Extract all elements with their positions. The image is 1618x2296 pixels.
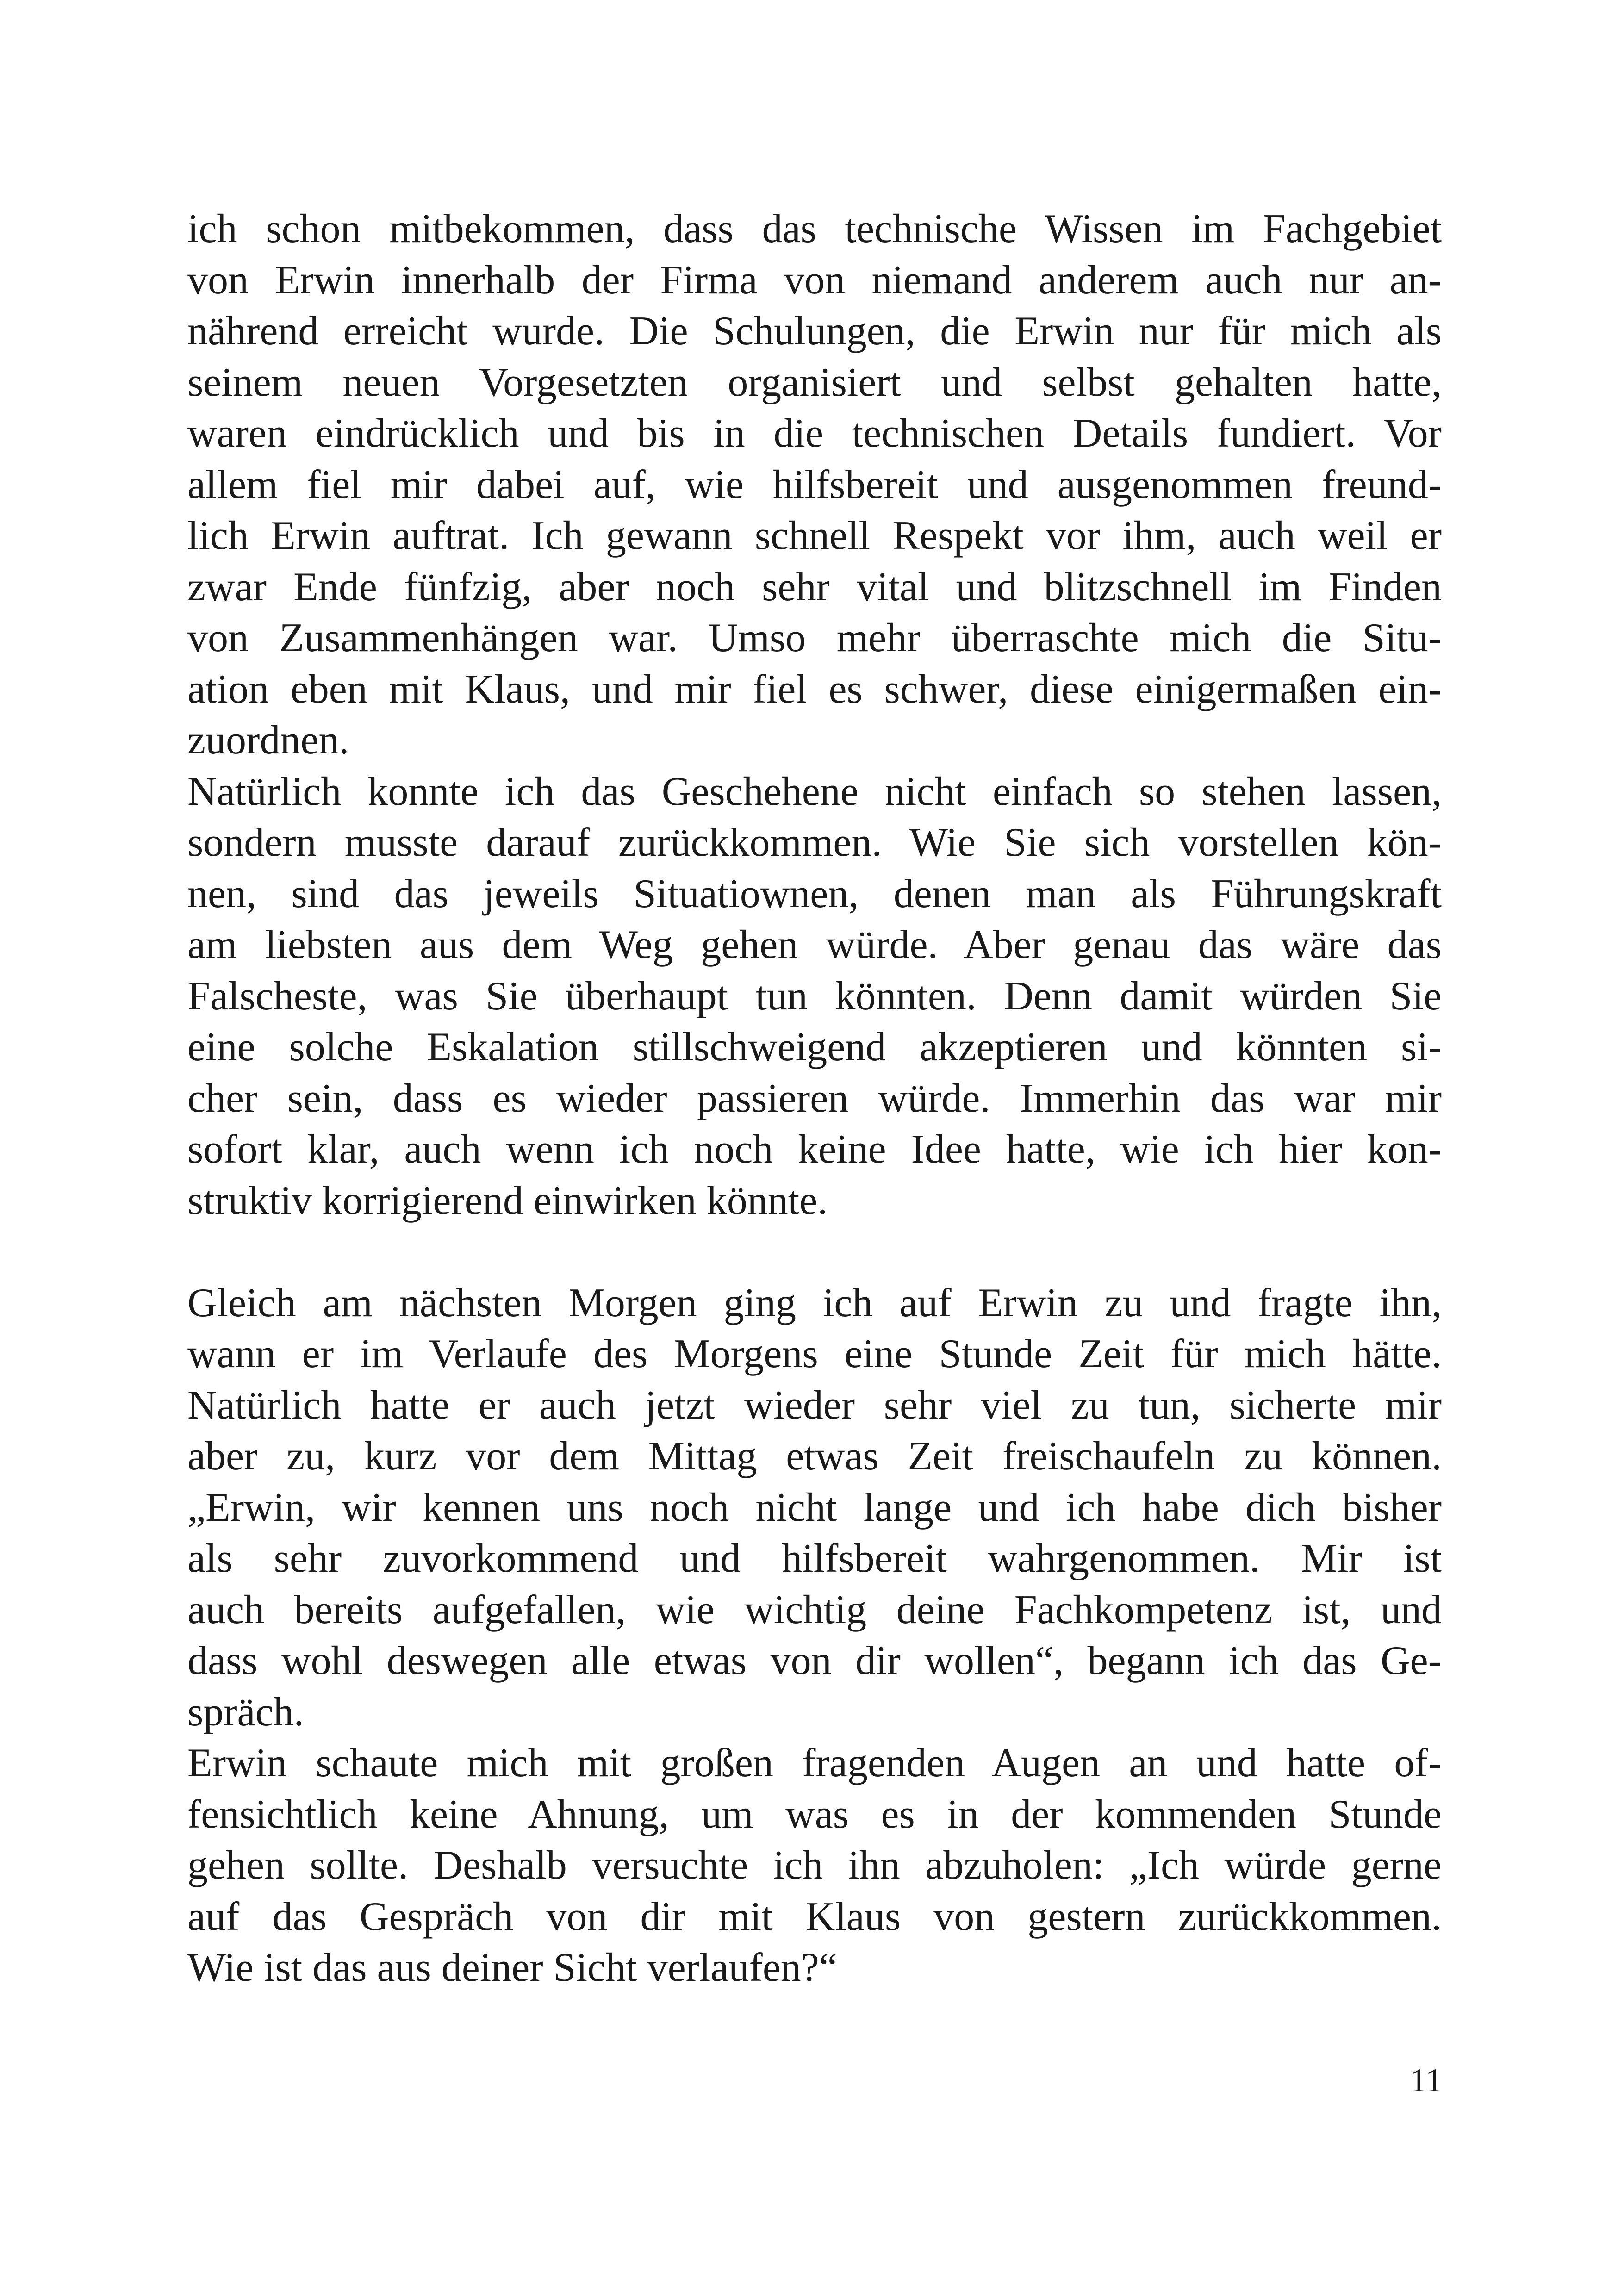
- text-line: wann er im Verlaufe des Morgens eine Stunde Zeit für mich hätte.: [187, 1332, 1442, 1376]
- text-line: aber zu, kurz vor dem Mittag etwas Zeit freischaufeln zu können.: [187, 1434, 1442, 1479]
- text-line: Natürlich hatte er auch jetzt wieder sehr viel zu tun, sicherte mir: [187, 1382, 1442, 1428]
- text-line: sondern musste darauf zurückkommen. Wie Sie sich vorstellen kön-: [187, 820, 1442, 865]
- text-line: Erwin schaute mich mit großen fragenden Augen an und hatte of-: [187, 1741, 1442, 1786]
- text-line: auf das Gespräch von dir mit Klaus von gestern zurückkommen.: [187, 1894, 1442, 1939]
- body-text: [187, 204, 1442, 1994]
- text-line: dass wohl deswegen alle etwas von dir wollen“, begann ich das Ge-: [187, 1638, 1442, 1683]
- text-line: allem fiel mir dabei auf, wie hilfsbereit und ausgenommen freund-: [187, 462, 1442, 507]
- text-line: zwar Ende fünfzig, aber noch sehr vital und blitzschnell im Finden: [187, 564, 1442, 610]
- text-line: fensichtlich keine Ahnung, um was es in der kommenden Stunde: [187, 1792, 1442, 1837]
- text-line: cher sein, dass es wieder passieren würde. Immerhin das war mir: [187, 1076, 1442, 1121]
- paragraph-gap: [187, 1226, 1442, 1278]
- text-line: sofort klar, auch wenn ich noch keine Idee hatte, wie ich hier kon-: [187, 1127, 1442, 1172]
- text-line: zuordnen.: [187, 718, 349, 763]
- text-line: Natürlich konnte ich das Geschehene nicht einfach so stehen lassen,: [187, 769, 1442, 814]
- text-line: seinem neuen Vorgesetzten organisiert und selbst gehalten hatte,: [187, 360, 1442, 405]
- text-line: spräch.: [187, 1689, 304, 1735]
- text-line: lich Erwin auftrat. Ich gewann schnell Respekt vor ihm, auch weil er: [187, 513, 1442, 558]
- text-line: Falscheste, was Sie überhaupt tun könnten. Denn damit würden Sie: [187, 973, 1442, 1019]
- text-line: Wie ist das aus deiner Sicht verlaufen?“: [187, 1945, 837, 1990]
- text-line: ich schon mitbekommen, dass das technische Wissen im Fachgebiet: [187, 206, 1442, 251]
- text-line: als sehr zuvorkommend und hilfsbereit wahrgenommen. Mir ist: [187, 1536, 1442, 1581]
- text-line: von Zusammenhängen war. Umso mehr überraschte mich die Situ-: [187, 616, 1442, 660]
- text-line: nährend erreicht wurde. Die Schulungen, die Erwin nur für mich als: [187, 309, 1442, 354]
- text-line: am liebsten aus dem Weg gehen würde. Aber genau das wäre das: [187, 922, 1442, 967]
- text-line: Gleich am nächsten Morgen ging ich auf Erwin zu und fragte ihn,: [187, 1280, 1442, 1325]
- text-line: „Erwin, wir kennen uns noch nicht lange und ich habe dich bisher: [187, 1485, 1442, 1530]
- text-line: gehen sollte. Deshalb versuchte ich ihn abzuholen: „Ich würde gerne: [187, 1843, 1442, 1888]
- text-line: von Erwin innerhalb der Firma von niemand anderem auch nur an-: [187, 257, 1442, 303]
- text-line: eine solche Eskalation stillschweigend akzeptieren und könnten si-: [187, 1025, 1442, 1070]
- text-line: nen, sind das jeweils Situatiownen, denen man als Führungskraft: [187, 871, 1442, 916]
- text-line: struktiv korrigierend einwirken könnte.: [187, 1178, 828, 1223]
- text-line: waren eindrücklich und bis in die technischen Details fundiert. Vor: [187, 411, 1442, 456]
- page-number: 11: [1410, 2062, 1442, 2099]
- text-line: ation eben mit Klaus, und mir fiel es schwer, diese einigermaßen ein-: [187, 666, 1442, 712]
- text-line: auch bereits aufgefallen, wie wichtig deine Fachkompetenz ist, und: [187, 1587, 1442, 1632]
